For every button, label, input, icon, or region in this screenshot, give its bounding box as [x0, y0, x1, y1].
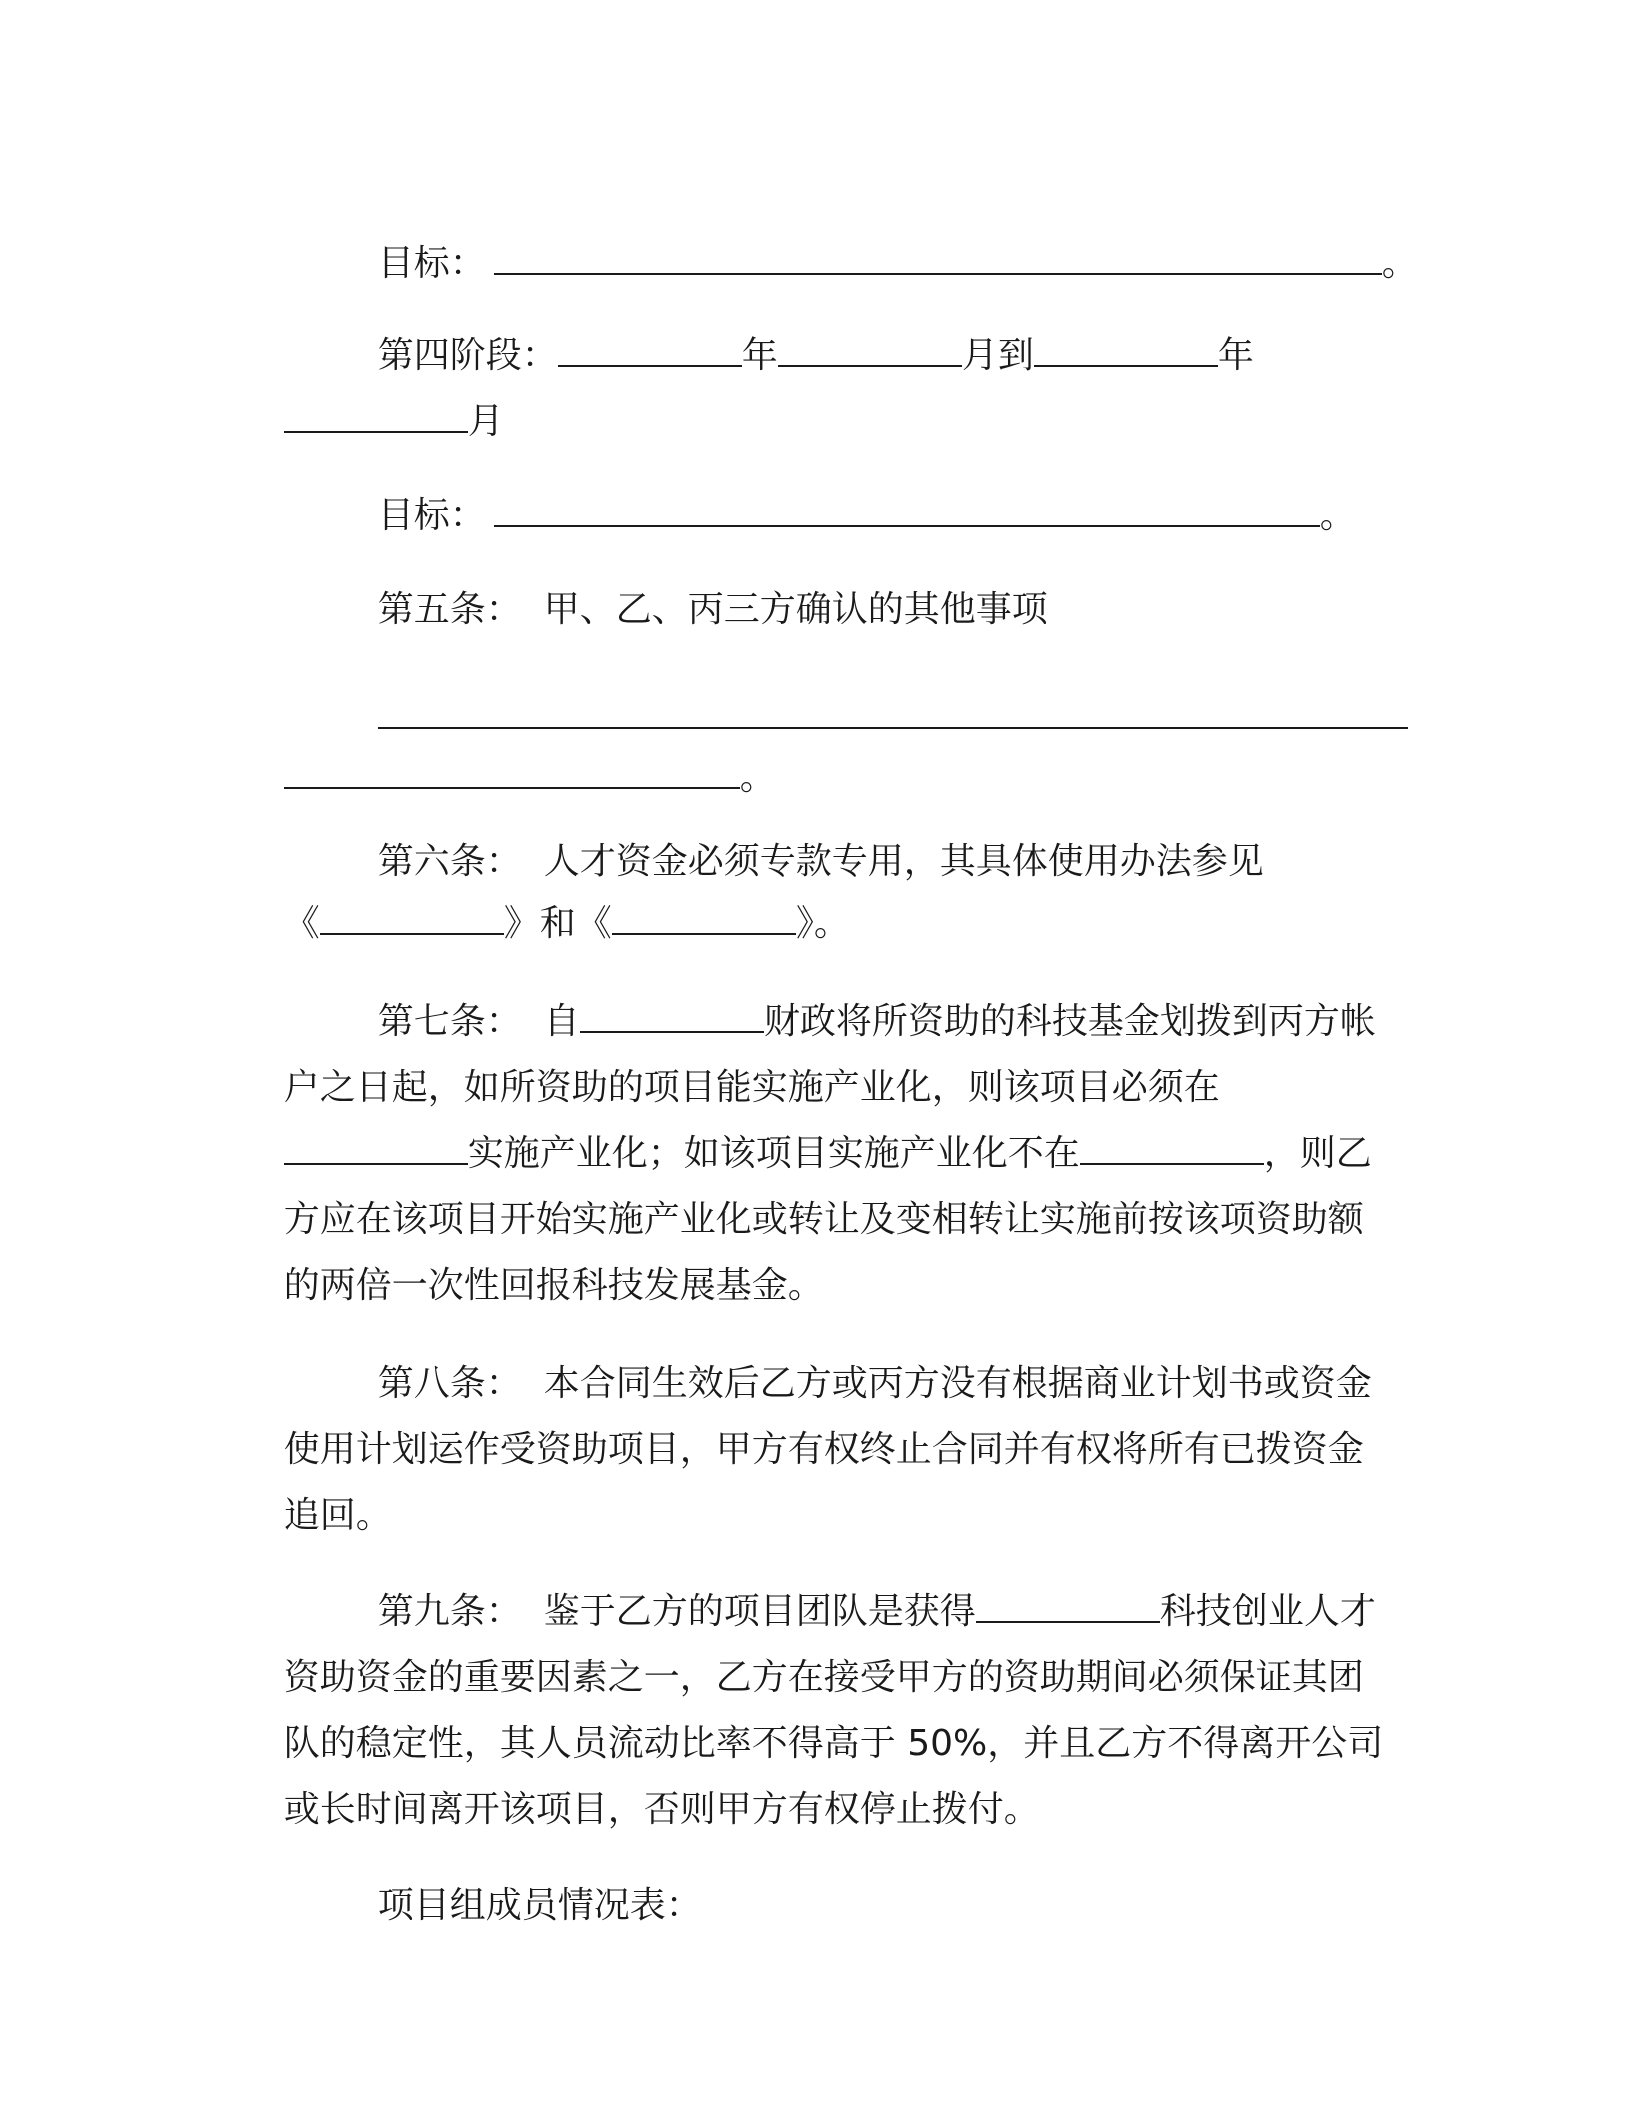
stage4-year2-text: 年	[1217, 335, 1254, 376]
article-9-text-4: 或长时间离开该项目，否则甲方有权停止拨付。	[283, 1789, 1040, 1830]
article-6-bracket-mid: 》和《	[503, 903, 612, 944]
article-8-line-2	[238, 1384, 1364, 1516]
article-8-title: 第八条：	[377, 1363, 522, 1404]
article-7-title: 第七条：	[377, 1001, 522, 1042]
article-7-text-3b: ，则乙	[1263, 1133, 1372, 1174]
article-8-text-2: 使用计划运作受资助项目，甲方有权终止合同并有权将所有已拨资金	[283, 1429, 1364, 1470]
goal-blank[interactable]	[494, 495, 1320, 527]
stage4-month2-blank[interactable]	[284, 401, 468, 433]
stage4-year1-blank[interactable]	[558, 335, 742, 367]
article-7-text-a: 自	[543, 1001, 580, 1042]
article-5-blank-cont[interactable]	[284, 757, 740, 789]
article-9-text-2: 资助资金的重要因素之一，乙方在接受甲方的资助期间必须保证其团	[283, 1657, 1364, 1698]
goal-label: 目标：	[377, 243, 486, 284]
stage4-label: 第四阶段：	[377, 335, 558, 376]
article-6-text: 人才资金必须专款专用，其具体使用办法参见	[543, 841, 1264, 882]
stage4-month1-blank[interactable]	[778, 335, 962, 367]
article-8-text-3: 追回。	[283, 1495, 392, 1536]
stage4-month1-text: 月到	[961, 335, 1034, 376]
article-6-bracket-close: 》。	[795, 903, 850, 944]
article-9-title: 第九条：	[377, 1591, 522, 1632]
article-7-text-5: 的两倍一次性回报科技发展基金。	[283, 1265, 824, 1306]
team-table-label-line	[332, 1840, 702, 1972]
article-5-title: 第五条：	[377, 589, 522, 630]
article-6-bracket-open: 《	[283, 903, 320, 944]
goal-end: 。	[1381, 243, 1418, 284]
article-8-text-1: 本合同生效后乙方或丙方没有根据商业计划书或资金	[543, 1363, 1372, 1404]
article-7-text-4: 方应在该项目开始实施产业化或转让及变相转让实施前按该项资助额	[283, 1199, 1364, 1240]
article-9-text-1b: 科技创业人才	[1159, 1591, 1376, 1632]
goal-end: 。	[1319, 495, 1356, 536]
article-9-text-1a: 鉴于乙方的项目团队是获得	[543, 1591, 976, 1632]
article-6-doc1-blank[interactable]	[320, 903, 504, 935]
article-6-doc2-blank[interactable]	[612, 903, 796, 935]
article-7-text-2: 户之日起，如所资助的项目能实施产业化，则该项目必须在	[283, 1067, 1220, 1108]
article-6-title: 第六条：	[377, 841, 522, 882]
article-7-text-b: 财政将所资助的科技基金划拨到丙方帐	[763, 1001, 1376, 1042]
stage4-month2-text: 月	[467, 401, 504, 442]
team-table-label: 项目组成员情况表：	[377, 1885, 702, 1926]
article-7-text-3a: 实施产业化；如该项目实施产业化不在	[467, 1133, 1080, 1174]
article-5-end: 。	[739, 757, 776, 798]
stage4-year2-blank[interactable]	[1034, 335, 1218, 367]
article-9-text-3: 队的稳定性，其人员流动比率不得高于 50%，并且乙方不得离开公司	[283, 1723, 1384, 1764]
article-5-text: 甲、乙、丙三方确认的其他事项	[543, 589, 1048, 630]
stage4-year1-text: 年	[741, 335, 778, 376]
goal-blank[interactable]	[494, 243, 1382, 275]
goal-label: 目标：	[377, 495, 486, 536]
